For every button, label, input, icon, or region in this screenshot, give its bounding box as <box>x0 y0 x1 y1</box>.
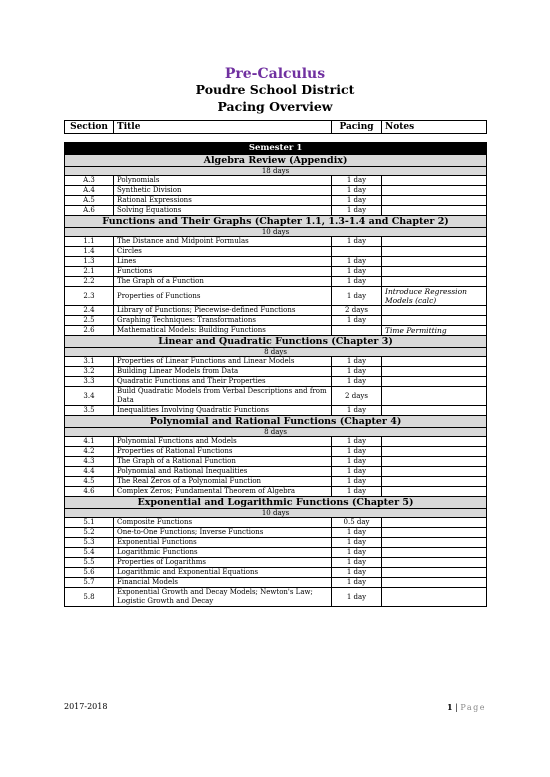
title-cell: Exponential Growth and Decay Models; Newton's Law; Logistic Growth and Decay <box>114 588 332 607</box>
section-cell: 5.5 <box>65 558 114 568</box>
section-cell: 3.4 <box>65 387 114 406</box>
pacing-cell <box>332 326 382 336</box>
lesson-row <box>65 467 487 477</box>
unit-title: Exponential and Logarithmic Functions (Chapter 5) <box>65 497 487 509</box>
notes-cell <box>382 367 487 377</box>
unit-header-row <box>65 216 487 228</box>
title-cell: Properties of Rational Functions <box>114 447 332 457</box>
unit-days: 8 days <box>65 428 487 437</box>
column-header-table <box>64 120 487 134</box>
notes-cell <box>382 518 487 528</box>
pacing-cell: 1 day <box>332 578 382 588</box>
title-cell: Financial Models <box>114 578 332 588</box>
title-cell: Solving Equations <box>114 206 332 216</box>
lesson-row <box>65 548 487 558</box>
footer-page: 1 | Page <box>446 702 486 712</box>
lesson-row <box>65 578 487 588</box>
section-cell: A.6 <box>65 206 114 216</box>
section-cell: 3.3 <box>65 377 114 387</box>
pacing-cell: 1 day <box>332 377 382 387</box>
pacing-cell: 1 day <box>332 267 382 277</box>
notes-cell <box>382 316 487 326</box>
section-cell: 2.3 <box>65 287 114 306</box>
pacing-cell: 1 day <box>332 487 382 497</box>
column-header-row <box>65 121 487 134</box>
lesson-row <box>65 457 487 467</box>
title-cell: Lines <box>114 257 332 267</box>
section-cell: 3.2 <box>65 367 114 377</box>
title-cell: Logarithmic and Exponential Equations <box>114 568 332 578</box>
lesson-row <box>65 176 487 186</box>
pacing-cell: 1 day <box>332 176 382 186</box>
unit-days-row <box>65 428 487 437</box>
section-cell: 4.6 <box>65 487 114 497</box>
section-cell: 1.4 <box>65 247 114 257</box>
footer-year: 2017-2018 <box>64 702 108 711</box>
section-cell: 5.1 <box>65 518 114 528</box>
notes-cell: Time Permitting <box>382 326 487 336</box>
unit-days: 10 days <box>65 228 487 237</box>
notes-cell <box>382 387 487 406</box>
unit-header-row <box>65 155 487 167</box>
lesson-row <box>65 477 487 487</box>
unit-days-row <box>65 167 487 176</box>
section-cell: 4.1 <box>65 437 114 447</box>
notes-cell <box>382 477 487 487</box>
title-cell: Complex Zeros; Fundamental Theorem of Algebra <box>114 487 332 497</box>
pacing-cell: 1 day <box>332 568 382 578</box>
notes-cell: Introduce Regression Models (calc) <box>382 287 487 306</box>
section-cell: 5.2 <box>65 528 114 538</box>
section-cell: 5.7 <box>65 578 114 588</box>
lesson-row <box>65 588 487 607</box>
section-cell: A.3 <box>65 176 114 186</box>
lesson-row <box>65 206 487 216</box>
pacing-cell: 1 day <box>332 548 382 558</box>
page-label: Page <box>460 703 486 712</box>
title-cell: The Graph of a Rational Function <box>114 457 332 467</box>
semester-row <box>65 143 487 155</box>
lesson-row <box>65 528 487 538</box>
unit-header-row <box>65 497 487 509</box>
pacing-cell: 1 day <box>332 437 382 447</box>
title-cell: Mathematical Models: Building Functions <box>114 326 332 336</box>
notes-cell <box>382 306 487 316</box>
unit-days: 10 days <box>65 509 487 518</box>
document-subtitle: Pacing Overview <box>217 99 333 114</box>
title-cell: Quadratic Functions and Their Properties <box>114 377 332 387</box>
lesson-row <box>65 287 487 306</box>
page-number: 1 <box>446 702 453 712</box>
lesson-row <box>65 306 487 316</box>
title-cell: The Distance and Midpoint Formulas <box>114 237 332 247</box>
lesson-row <box>65 518 487 528</box>
pacing-cell: 1 day <box>332 277 382 287</box>
notes-cell <box>382 548 487 558</box>
section-cell: A.4 <box>65 186 114 196</box>
notes-cell <box>382 237 487 247</box>
title-cell: Rational Expressions <box>114 196 332 206</box>
section-cell: 4.3 <box>65 457 114 467</box>
section-cell: 5.3 <box>65 538 114 548</box>
notes-cell <box>382 588 487 607</box>
pacing-cell: 2 days <box>332 387 382 406</box>
notes-cell <box>382 467 487 477</box>
section-cell: 1.3 <box>65 257 114 267</box>
notes-cell <box>382 257 487 267</box>
notes-cell <box>382 487 487 497</box>
notes-cell <box>382 578 487 588</box>
lesson-row <box>65 257 487 267</box>
lesson-row <box>65 487 487 497</box>
pacing-cell: 1 day <box>332 406 382 416</box>
lesson-row <box>65 237 487 247</box>
pacing-cell: 1 day <box>332 538 382 548</box>
title-cell: The Real Zeros of a Polynomial Function <box>114 477 332 487</box>
notes-column-header: Notes <box>382 121 487 134</box>
pacing-cell: 1 day <box>332 477 382 487</box>
notes-cell <box>382 206 487 216</box>
section-cell: 5.6 <box>65 568 114 578</box>
lesson-row <box>65 186 487 196</box>
unit-days: 8 days <box>65 348 487 357</box>
title-column-header: Title <box>114 121 332 134</box>
section-cell: 4.4 <box>65 467 114 477</box>
pacing-cell: 1 day <box>332 287 382 306</box>
notes-cell <box>382 447 487 457</box>
title-cell: Properties of Functions <box>114 287 332 306</box>
notes-cell <box>382 558 487 568</box>
title-cell: Properties of Linear Functions and Linear Models <box>114 357 332 367</box>
pacing-cell: 1 day <box>332 447 382 457</box>
pacing-cell: 2 days <box>332 306 382 316</box>
unit-title: Linear and Quadratic Functions (Chapter 3) <box>65 336 487 348</box>
unit-days: 18 days <box>65 167 487 176</box>
unit-title: Polynomial and Rational Functions (Chapter 4) <box>65 416 487 428</box>
title-cell: Graphing Techniques: Transformations <box>114 316 332 326</box>
section-cell: 2.6 <box>65 326 114 336</box>
section-cell: 4.5 <box>65 477 114 487</box>
section-cell: A.5 <box>65 196 114 206</box>
document-title: Pre-Calculus <box>224 66 326 82</box>
pacing-column-header: Pacing <box>332 121 382 134</box>
title-cell: Polynomials <box>114 176 332 186</box>
lesson-row <box>65 447 487 457</box>
section-cell: 5.4 <box>65 548 114 558</box>
notes-cell <box>382 176 487 186</box>
notes-cell <box>382 186 487 196</box>
lesson-row <box>65 326 487 336</box>
unit-days-row <box>65 228 487 237</box>
district-name: Poudre School District <box>195 82 355 97</box>
lesson-row <box>65 357 487 367</box>
lesson-row <box>65 387 487 406</box>
lesson-row <box>65 558 487 568</box>
section-cell: 3.1 <box>65 357 114 367</box>
unit-days-row <box>65 509 487 518</box>
lesson-row <box>65 196 487 206</box>
unit-header-row <box>65 336 487 348</box>
pacing-cell: 1 day <box>332 457 382 467</box>
title-cell: Circles <box>114 247 332 257</box>
pacing-cell: 1 day <box>332 316 382 326</box>
title-cell: Building Linear Models from Data <box>114 367 332 377</box>
lesson-row <box>65 568 487 578</box>
lesson-row <box>65 277 487 287</box>
notes-cell <box>382 377 487 387</box>
lesson-row <box>65 316 487 326</box>
pacing-cell: 1 day <box>332 186 382 196</box>
unit-title: Algebra Review (Appendix) <box>65 155 487 167</box>
notes-cell <box>382 568 487 578</box>
section-cell: 2.1 <box>65 267 114 277</box>
lesson-row <box>65 406 487 416</box>
title-cell: Logarithmic Functions <box>114 548 332 558</box>
pacing-cell: 1 day <box>332 588 382 607</box>
lesson-row <box>65 377 487 387</box>
notes-cell <box>382 437 487 447</box>
notes-cell <box>382 357 487 367</box>
section-cell: 2.2 <box>65 277 114 287</box>
section-cell: 3.5 <box>65 406 114 416</box>
title-cell: Build Quadratic Models from Verbal Descriptions and from Data <box>114 387 332 406</box>
pacing-cell: 1 day <box>332 467 382 477</box>
title-cell: Properties of Logarithms <box>114 558 332 568</box>
lesson-row <box>65 538 487 548</box>
title-cell: Exponential Functions <box>114 538 332 548</box>
title-cell: One-to-One Functions; Inverse Functions <box>114 528 332 538</box>
pacing-cell <box>332 247 382 257</box>
pacing-cell: 1 day <box>332 367 382 377</box>
unit-days-row <box>65 348 487 357</box>
section-column-header: Section <box>65 121 114 134</box>
title-cell: The Graph of a Function <box>114 277 332 287</box>
notes-cell <box>382 406 487 416</box>
notes-cell <box>382 277 487 287</box>
pacing-cell: 0.5 day <box>332 518 382 528</box>
pacing-cell: 1 day <box>332 196 382 206</box>
unit-title: Functions and Their Graphs (Chapter 1.1, 1.3-1.4 and Chapter 2) <box>65 216 487 228</box>
unit-header-row <box>65 416 487 428</box>
notes-cell <box>382 528 487 538</box>
section-cell: 4.2 <box>65 447 114 457</box>
title-cell: Polynomial and Rational Inequalities <box>114 467 332 477</box>
section-cell: 2.4 <box>65 306 114 316</box>
semester-label: Semester 1 <box>65 143 487 155</box>
lesson-row <box>65 437 487 447</box>
pacing-cell: 1 day <box>332 357 382 367</box>
pacing-cell: 1 day <box>332 257 382 267</box>
title-cell: Inequalities Involving Quadratic Functions <box>114 406 332 416</box>
lesson-row <box>65 267 487 277</box>
title-cell: Polynomial Functions and Models <box>114 437 332 447</box>
section-cell: 2.5 <box>65 316 114 326</box>
lesson-row <box>65 247 487 257</box>
section-cell: 1.1 <box>65 237 114 247</box>
notes-cell <box>382 267 487 277</box>
pacing-table <box>64 142 487 607</box>
title-cell: Functions <box>114 267 332 277</box>
pacing-cell: 1 day <box>332 558 382 568</box>
notes-cell <box>382 196 487 206</box>
pacing-cell: 1 day <box>332 237 382 247</box>
lesson-row <box>65 367 487 377</box>
pacing-cell: 1 day <box>332 528 382 538</box>
section-cell: 5.8 <box>65 588 114 607</box>
title-cell: Composite Functions <box>114 518 332 528</box>
notes-cell <box>382 457 487 467</box>
notes-cell <box>382 538 487 548</box>
title-cell: Synthetic Division <box>114 186 332 196</box>
pacing-cell: 1 day <box>332 206 382 216</box>
notes-cell <box>382 247 487 257</box>
title-cell: Library of Functions; Piecewise-defined Functions <box>114 306 332 316</box>
